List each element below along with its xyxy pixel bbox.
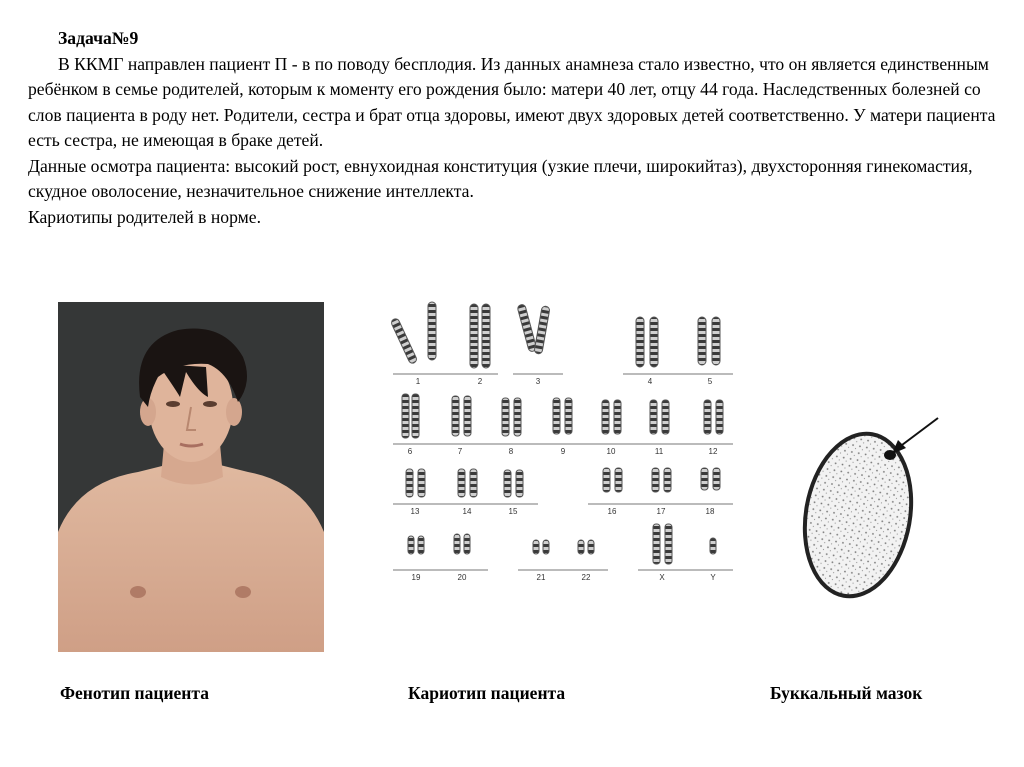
chromosome-label: 6 [407,447,413,456]
chromosome-label: 3 [535,377,541,386]
task-title: Задача№9 [58,28,139,48]
chromosome-label: 21 [536,573,546,582]
chromosome-label: 7 [457,447,463,456]
parents-karyotype-paragraph: Кариотипы родителей в норме. [28,206,261,227]
buccal-smear-image [790,410,940,610]
chromosome-label: 20 [457,573,467,582]
chromosome-label: 16 [607,507,617,516]
task-text-block [28,26,1008,230]
chromosome-label: X [659,573,665,582]
patient-photo [58,302,324,652]
chromosome-label: 4 [647,377,653,386]
chromosome-label: 10 [606,447,616,456]
chromosome-label: Y [710,573,716,582]
chromosome-label: 11 [654,447,664,456]
examination-paragraph: Данные осмотра пациента: высокий рост, евнухоидная конституция (узкие плечи, широкийтаз), двухсторонняя гинекомастия, скудное оволосение, незначительное снижение интеллекта. [28,155,973,201]
chromosome-label: 19 [411,573,421,582]
chromosome-label: 12 [708,447,718,456]
caption-karyotype: Кариотип пациента [408,683,566,703]
anamnesis-paragraph: В ККМГ направлен пациент П - в по поводу бесплодия. Из данных анамнеза стало известно, что он является единственным ребёнком в семье родителей, которым к моменту его рождения было: матери 40 лет, отцу 44 года. Наследственных болезней со слов пациента в роду нет. Родители, сестра и брат отца здоровы, имеют двух здоровых детей соответственно. У матери пациента есть сестра, не имеющая в браке детей. [28,53,996,150]
caption-phenotype: Фенотип пациента [60,683,209,703]
chromosome-label: 2 [477,377,483,386]
chromosome-label: 1 [415,377,421,386]
karyotype-image [388,292,748,592]
caption-buccal: Буккальный мазок [770,683,923,703]
chromosome-label: 22 [581,573,591,582]
chromosome-label: 9 [560,447,566,456]
chromosome-label: 5 [707,377,713,386]
chromosome-label: 17 [656,507,666,516]
chromosome-label: 13 [410,507,420,516]
chromosome-label: 14 [462,507,472,516]
chromosome-label: 8 [508,447,514,456]
chromosome-label: 18 [705,507,715,516]
chromosome-label: 15 [508,507,518,516]
